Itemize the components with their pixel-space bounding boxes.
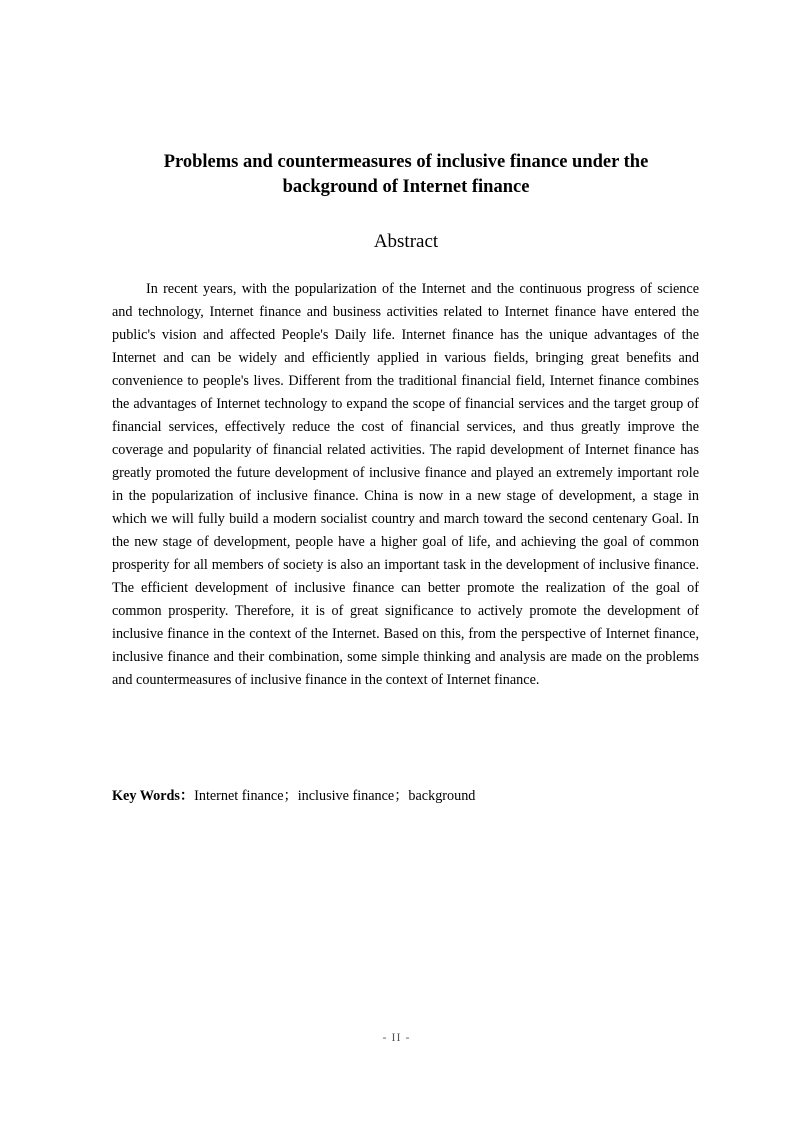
paper-title-line-1: Problems and countermeasures of inclusive finance under the xyxy=(163,152,649,172)
abstract-heading: Abstract xyxy=(373,231,439,252)
page-number: - II - xyxy=(382,1030,411,1044)
paper-title xyxy=(112,150,700,200)
keywords-line xyxy=(112,785,700,808)
keywords-label: Key Words： xyxy=(112,788,195,804)
keywords-text: Internet finance；inclusive finance；background xyxy=(194,788,476,804)
abstract-body: In recent years, with the popularization of the Internet and the continuous progress of science and technology, Internet finance and business activities related to Internet finance have entered the public's vision and affected People's Daily life. Internet finance has the unique advantages of the Internet and can be widely and efficiently applied in various fields, bringing great benefits and convenience to people's lives. Different from the traditional financial field, Internet finance combines the advantages of Internet technology to expand the scope of financial services and the target group of financial services, effectively reduce the cost of financial services, and thus greatly improve the coverage and popularity of financial related activities. The rapid development of Internet finance has greatly promoted the future development of inclusive finance and played an extremely important role in the popularization of inclusive finance. China is now in a new stage of development, a stage in which we will fully build a modern socialist country and march toward the second centenary Goal. In the new stage of development, people have a higher goal of life, and achieving the goal of common prosperity for all members of society is also an important task in the development of inclusive finance. The efficient development of inclusive finance can better promote the realization of the goal of common prosperity. Therefore, it is of great significance to actively promote the development of inclusive finance in the context of the Internet. Based on this, from the perspective of Internet finance, inclusive finance and their combination, some simple thinking and analysis are made on the problems and countermeasures of inclusive finance in the context of Internet finance. xyxy=(112,281,699,688)
paper-title-line-2: background of Internet finance xyxy=(282,177,530,197)
